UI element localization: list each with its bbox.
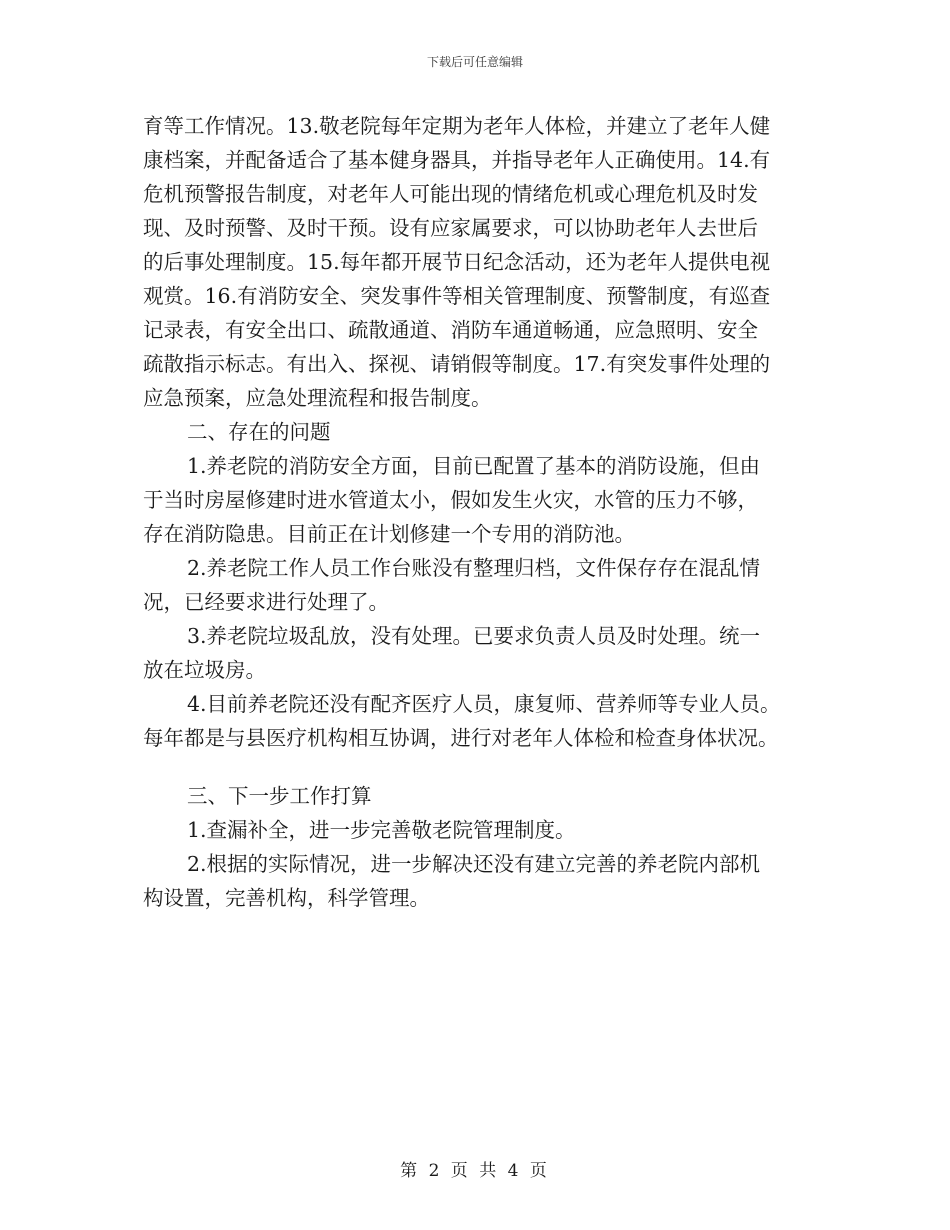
text-line: 1.查漏补全，进一步完善敬老院管理制度。 xyxy=(187,818,576,842)
text-line: 构设置，完善机构，科学管理。 xyxy=(143,886,430,910)
text-line: 记录表，有安全出口、疏散通道、消防车通道畅通，应急照明、安全 xyxy=(143,318,758,342)
text-line: 况，已经要求进行处理了。 xyxy=(143,590,389,614)
text-line: 现、及时预警、及时干预。设有应家属要求，可以协助老年人去世后 xyxy=(143,216,758,240)
text-line: 1.养老院的消防安全方面，目前已配置了基本的消防设施，但由 xyxy=(187,454,761,478)
text-line: 4.目前养老院还没有配齐医疗人员，康复师、营养师等专业人员。 xyxy=(187,692,781,716)
text-line: 的后事处理制度。15.每年都开展节日纪念活动，还为老年人提供电视 xyxy=(143,250,771,274)
text-line: 育等工作情况。13.敬老院每年定期为老年人体检，并建立了老年人健 xyxy=(143,114,771,138)
text-line: 放在垃圾房。 xyxy=(143,658,266,682)
text-line: 疏散指示标志。有出入、探视、请销假等制度。17.有突发事件处理的 xyxy=(143,352,771,376)
text-line: 于当时房屋修建时进水管道太小，假如发生火灾，水管的压力不够， xyxy=(143,488,758,512)
text-line: 应急预案，应急处理流程和报告制度。 xyxy=(143,386,492,410)
document-body xyxy=(143,112,808,918)
text-line: 存在消防隐患。目前正在计划修建一个专用的消防池。 xyxy=(143,522,635,546)
text-line: 危机预警报告制度，对老年人可能出现的情绪危机或心理危机及时发 xyxy=(143,182,758,206)
text-line: 观赏。16.有消防安全、突发事件等相关管理制度、预警制度，有巡查 xyxy=(143,284,771,308)
section-heading-problems: 二、存在的问题 xyxy=(187,420,331,444)
text-line: 3.养老院垃圾乱放，没有处理。已要求负责人员及时处理。统一 xyxy=(187,624,761,648)
text-line: 每年都是与县医疗机构相互协调，进行对老年人体检和检查身体状况。 xyxy=(143,726,779,750)
text-line: 2.根据的实际情况，进一步解决还没有建立完善的养老院内部机 xyxy=(187,852,761,876)
section-heading-next-steps: 三、下一步工作打算 xyxy=(187,784,372,808)
page-header-note: 下载后可任意编辑 xyxy=(426,55,523,69)
text-line: 康档案，并配备适合了基本健身器具，并指导老年人正确使用。14.有 xyxy=(143,148,771,172)
text-line: 2.养老院工作人员工作台账没有整理归档，文件保存存在混乱情 xyxy=(187,556,761,580)
page-number: 第 2 页 共 4 页 xyxy=(400,1161,550,1181)
